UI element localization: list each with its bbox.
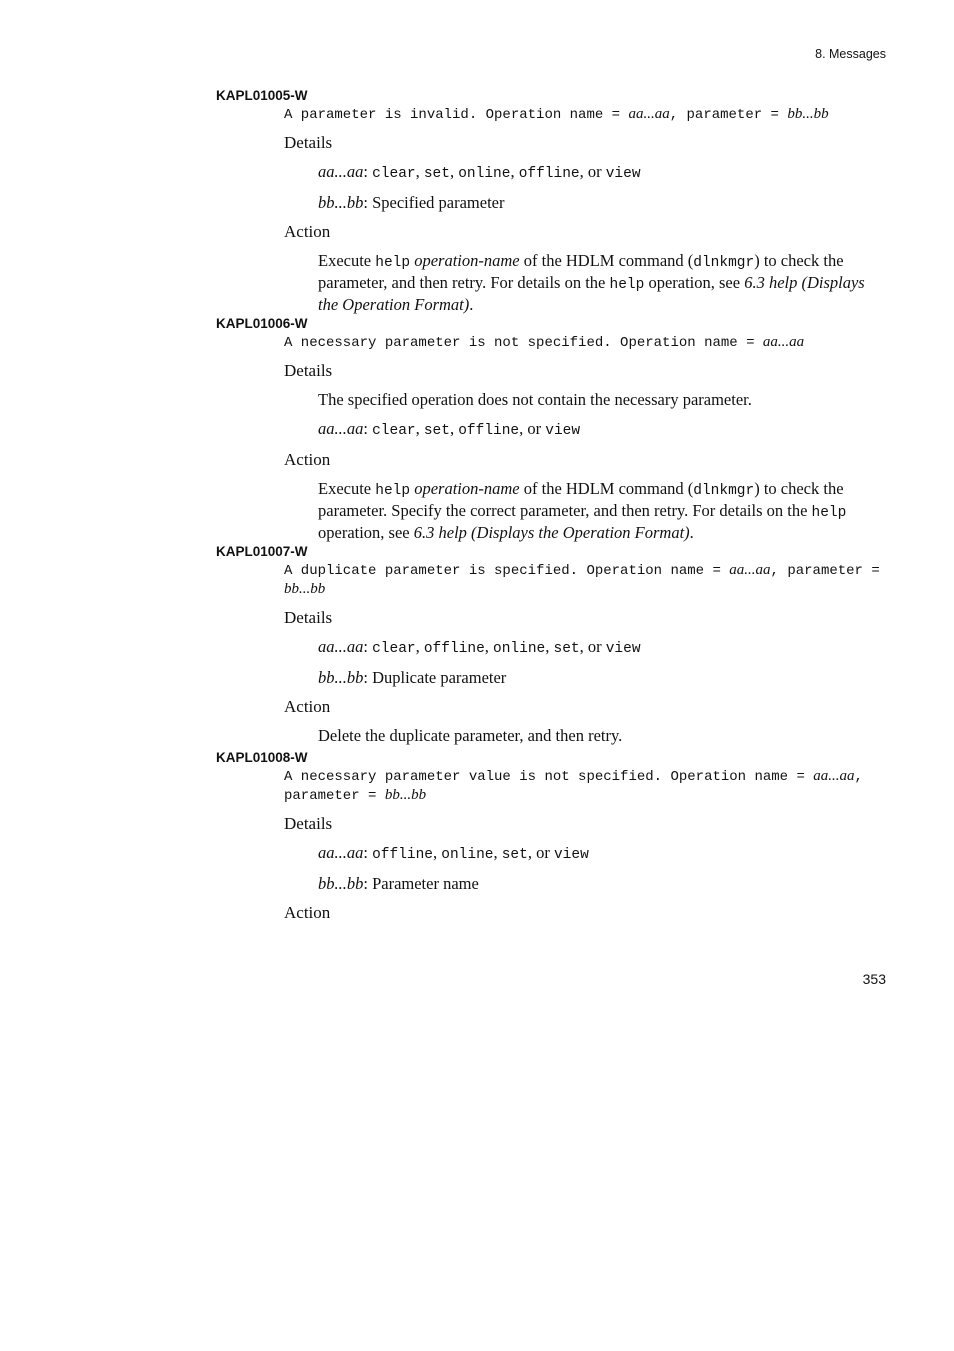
code: set bbox=[423, 166, 450, 182]
text-part: of the HDLM command ( bbox=[519, 251, 694, 270]
text-part: A necessary parameter is not specified. Operation name = bbox=[284, 335, 763, 351]
text-part: , bbox=[510, 162, 519, 181]
text-part: A parameter is invalid. Operation name = bbox=[284, 107, 629, 123]
variable: aa...aa bbox=[628, 106, 670, 122]
variable: aa...aa bbox=[318, 637, 364, 656]
details-item bbox=[318, 668, 888, 688]
text-part: , bbox=[433, 843, 442, 862]
code: clear bbox=[372, 166, 416, 182]
text-part: , bbox=[545, 637, 554, 656]
details-item bbox=[318, 193, 888, 213]
message-kapl01006-w bbox=[216, 315, 896, 543]
text-part: operation, see bbox=[644, 273, 745, 292]
text-part: : Specified parameter bbox=[363, 193, 505, 212]
text-part: , parameter = bbox=[669, 107, 788, 123]
details-heading: Details bbox=[284, 608, 333, 627]
details-item bbox=[318, 419, 888, 441]
code: offline bbox=[372, 847, 434, 863]
variable: aa...aa bbox=[318, 162, 364, 181]
code: offline bbox=[423, 641, 485, 657]
text-part: , or bbox=[527, 843, 554, 862]
action-heading: Action bbox=[284, 222, 331, 241]
code: view bbox=[605, 166, 641, 182]
message-id: KAPL01008-W bbox=[216, 750, 308, 765]
code: online bbox=[493, 641, 546, 657]
running-header: 8. Messages bbox=[815, 47, 886, 61]
text-part: Execute bbox=[318, 479, 376, 498]
message-id: KAPL01006-W bbox=[216, 316, 308, 331]
variable: aa...aa bbox=[318, 843, 364, 862]
text-part: ) to check the parameter, and then retry. For details on the bbox=[318, 251, 844, 292]
code: offline bbox=[518, 166, 580, 182]
message-id: KAPL01005-W bbox=[216, 88, 308, 103]
code: help bbox=[609, 277, 645, 293]
text-part: operation, see bbox=[318, 523, 414, 542]
code: offline bbox=[458, 423, 520, 439]
text-part: , bbox=[493, 843, 502, 862]
action-text: Delete the duplicate parameter, and then retry. bbox=[318, 726, 623, 745]
details-item bbox=[318, 637, 888, 659]
code: set bbox=[553, 641, 580, 657]
text-part: Execute bbox=[318, 251, 376, 270]
variable: aa...aa bbox=[762, 334, 805, 350]
variable: bb...bb bbox=[318, 193, 364, 212]
details-heading: Details bbox=[284, 133, 333, 152]
details-text: The specified operation does not contain the necessary parameter. bbox=[318, 390, 752, 409]
text-part: A necessary parameter value is not specified. Operation name = bbox=[284, 769, 814, 785]
variable: operation-name bbox=[410, 251, 520, 270]
variable: bb...bb bbox=[787, 106, 829, 122]
code: view bbox=[545, 423, 581, 439]
text-part: , parameter = bbox=[284, 769, 872, 804]
variable: aa...aa bbox=[318, 419, 364, 438]
text-part: of the HDLM command ( bbox=[519, 479, 694, 498]
variable: aa...aa bbox=[813, 768, 855, 784]
code: set bbox=[501, 847, 528, 863]
text-part: A duplicate parameter is specified. Operation name = bbox=[284, 563, 730, 579]
text-part: : bbox=[363, 843, 373, 862]
cross-reference: 6.3 help (Displays the Operation Format) bbox=[413, 523, 690, 542]
text-part: ) to check the parameter. Specify the correct parameter, and then retry. For details on the bbox=[318, 479, 844, 520]
text-part: : Duplicate parameter bbox=[363, 668, 507, 687]
text-part: . bbox=[469, 295, 474, 314]
details-item bbox=[318, 843, 888, 865]
variable: bb...bb bbox=[318, 874, 364, 893]
cross-reference: 6.3 help (Displays the Operation Format) bbox=[318, 273, 865, 314]
text-part: , or bbox=[579, 162, 606, 181]
code: help bbox=[375, 483, 411, 499]
text-part: , or bbox=[519, 419, 546, 438]
action-heading: Action bbox=[284, 903, 331, 922]
code: help bbox=[811, 505, 847, 521]
code: online bbox=[458, 166, 511, 182]
text-part: , bbox=[415, 162, 424, 181]
code: view bbox=[605, 641, 641, 657]
code: help bbox=[375, 255, 411, 271]
code: dlnkmgr bbox=[693, 483, 755, 499]
code: clear bbox=[372, 641, 416, 657]
code: clear bbox=[372, 423, 416, 439]
text-part: , parameter = bbox=[770, 563, 889, 579]
message-text bbox=[284, 105, 896, 124]
text-part: . bbox=[689, 523, 694, 542]
variable: bb...bb bbox=[284, 581, 326, 597]
message-kapl01008-w bbox=[216, 749, 896, 923]
details-item bbox=[318, 874, 888, 894]
action-heading: Action bbox=[284, 450, 331, 469]
code: view bbox=[553, 847, 589, 863]
message-kapl01005-w bbox=[216, 87, 896, 315]
text-part: , bbox=[415, 637, 424, 656]
variable: operation-name bbox=[410, 479, 520, 498]
action-text bbox=[318, 479, 888, 543]
code: dlnkmgr bbox=[693, 255, 755, 271]
variable: bb...bb bbox=[318, 668, 364, 687]
message-text bbox=[284, 767, 884, 805]
code: online bbox=[441, 847, 494, 863]
text-part: , bbox=[449, 162, 459, 181]
text-part: , bbox=[415, 419, 424, 438]
message-text bbox=[284, 333, 896, 352]
action-heading: Action bbox=[284, 697, 331, 716]
details-item bbox=[318, 162, 888, 184]
text-part: : Parameter name bbox=[363, 874, 479, 893]
text-part: : bbox=[363, 637, 373, 656]
message-text bbox=[284, 561, 889, 599]
text-part: , or bbox=[579, 637, 606, 656]
variable: bb...bb bbox=[384, 787, 427, 803]
action-text bbox=[318, 251, 888, 315]
details-heading: Details bbox=[284, 814, 333, 833]
message-id: KAPL01007-W bbox=[216, 544, 308, 559]
text-part: , bbox=[484, 637, 494, 656]
message-kapl01007-w bbox=[216, 543, 896, 746]
variable: aa...aa bbox=[729, 562, 771, 578]
code: set bbox=[423, 423, 450, 439]
text-part: : bbox=[363, 419, 373, 438]
text-part: : bbox=[363, 162, 373, 181]
page-number: 353 bbox=[862, 971, 886, 987]
details-heading: Details bbox=[284, 361, 333, 380]
text-part: , bbox=[449, 419, 459, 438]
